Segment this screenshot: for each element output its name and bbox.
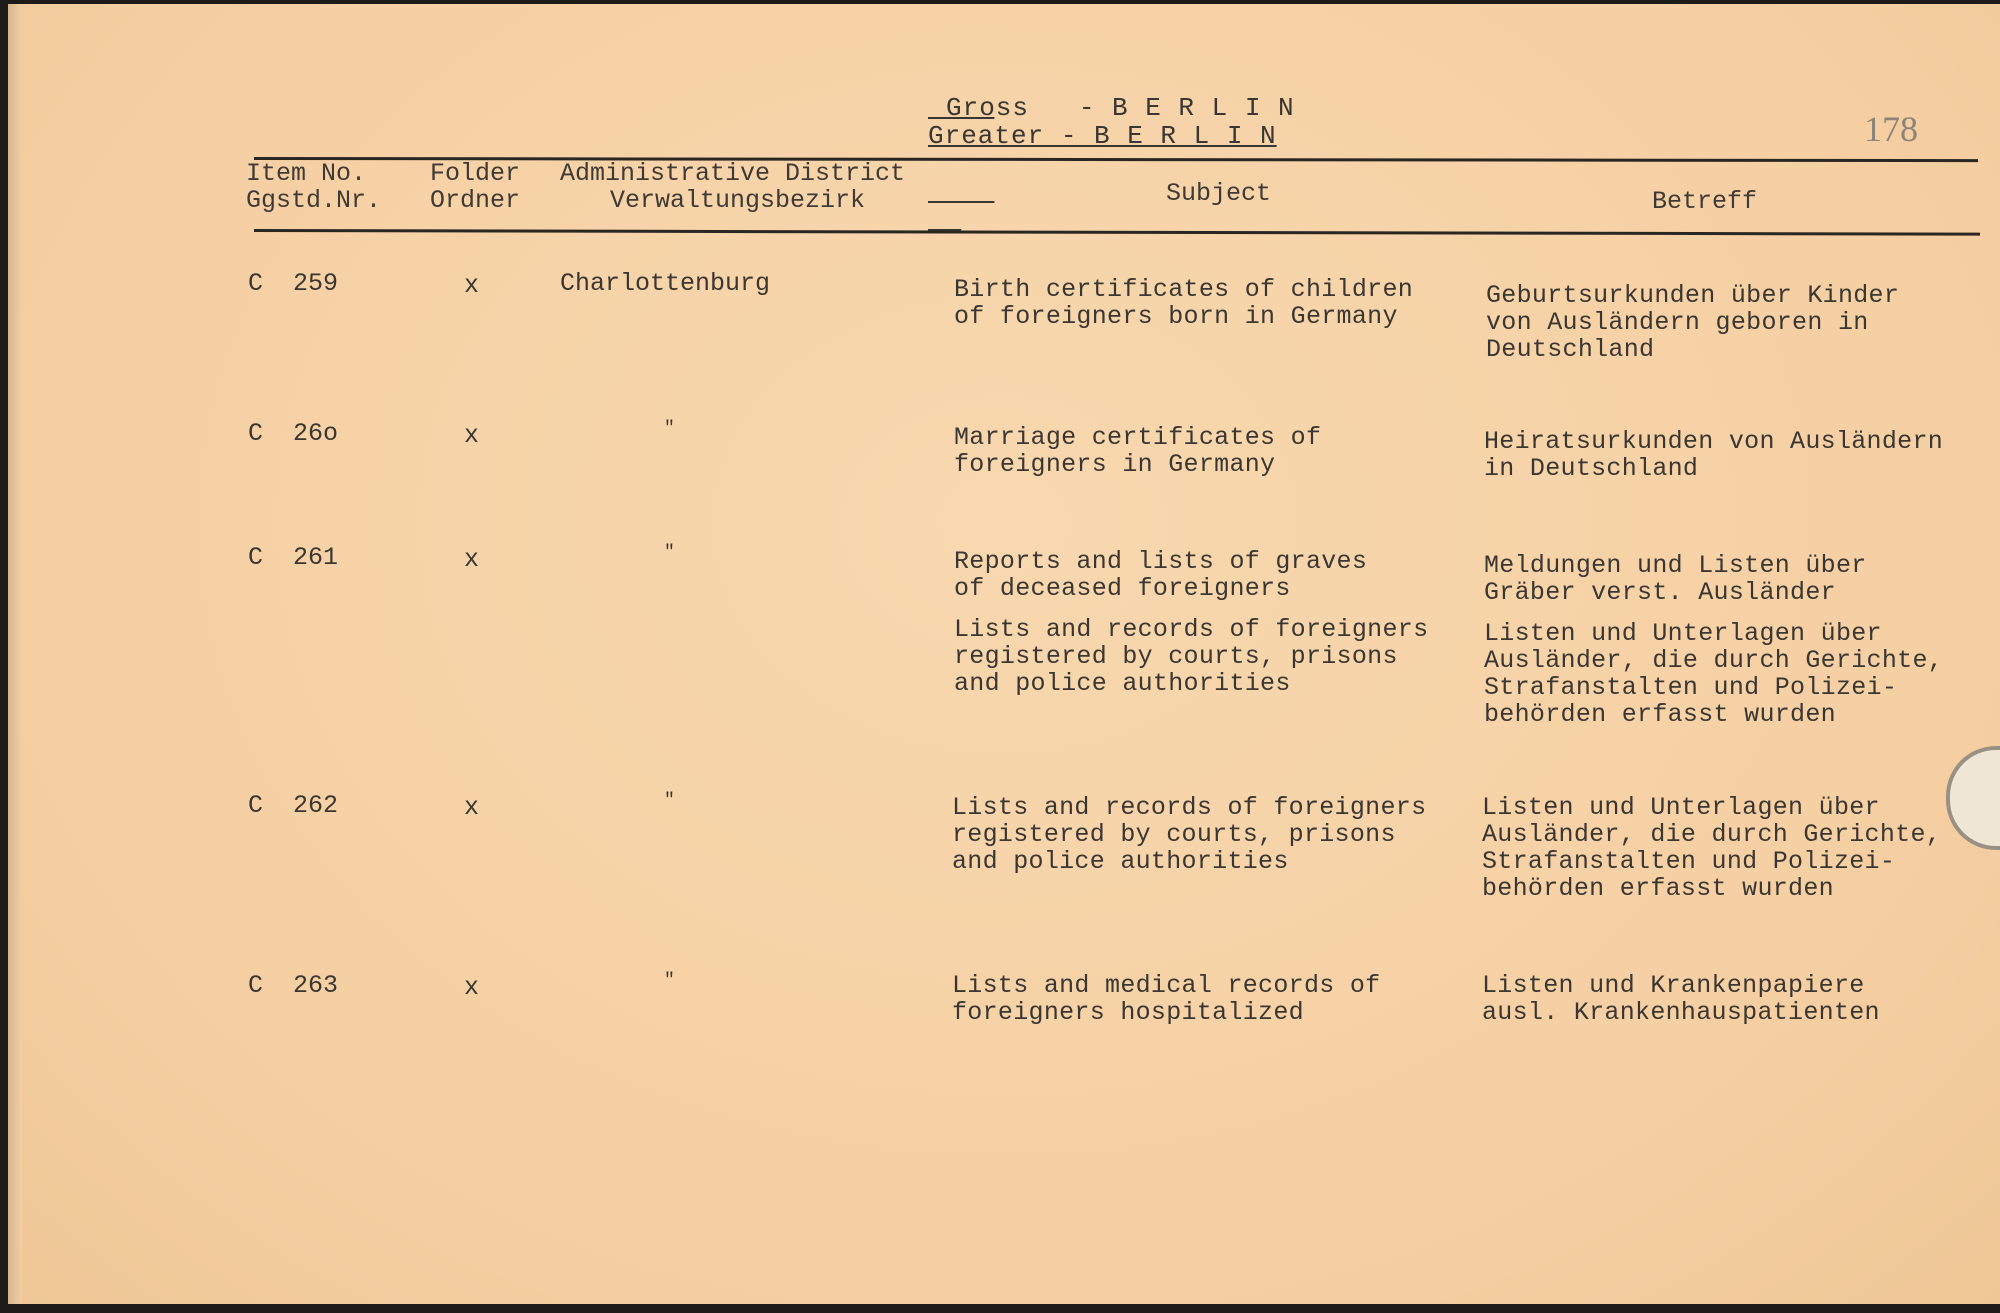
row-district: Charlottenburg	[560, 269, 771, 298]
title-line-english: Greater - B E R L I N	[928, 121, 1277, 151]
header-item-no: Item No. Ggstd.Nr.	[246, 159, 382, 215]
row-folder: x	[464, 793, 480, 822]
row-betreff: Heiratsurkunden von Ausländern in Deutschland	[1484, 427, 1944, 483]
row-betreff: Meldungen und Listen über Gräber verst. Ausländer	[1484, 551, 1867, 607]
row-item-number: C 261	[248, 543, 339, 572]
row-betreff: Listen und Unterlagen über Ausländer, die durch Gerichte, Strafanstalten und Polizei- behörden erfasst wurden	[1482, 793, 1942, 903]
row-district-ditto: "	[664, 791, 675, 811]
document-page	[8, 4, 2000, 1304]
row-item-number: C 26o	[248, 419, 339, 448]
row-district-ditto: "	[664, 971, 675, 991]
binding-edge	[8, 4, 22, 1304]
page-number: 178	[1864, 109, 1918, 149]
row-district-ditto: "	[664, 419, 675, 439]
index-tab-marker	[1946, 746, 2000, 850]
row-subject: Marriage certificates of foreigners in Germany	[954, 423, 1322, 479]
header-subject: Subject	[1166, 179, 1272, 208]
row-folder: x	[464, 421, 480, 450]
page-title	[928, 66, 1295, 234]
row-subject: Lists and records of foreigners registered by courts, prisons and police authorities	[952, 793, 1427, 876]
header-folder: Folder Ordner	[430, 159, 521, 215]
row-subject: Birth certificates of children of foreigners born in Germany	[954, 275, 1414, 331]
row-betreff-secondary: Listen und Unterlagen über Ausländer, die durch Gerichte, Strafanstalten und Polizei- behörden erfasst wurden	[1484, 619, 1944, 729]
row-betreff: Geburtsurkunden über Kinder von Ausländern geboren in Deutschland	[1486, 281, 1900, 364]
header-bottom-rule	[254, 229, 1980, 236]
row-folder: x	[464, 271, 480, 300]
row-subject: Lists and medical records of foreigners hospitalized	[952, 971, 1381, 1027]
header-admin-district: Administrative District Verwaltungsbezirk	[560, 159, 906, 215]
row-folder: x	[464, 973, 480, 1002]
row-item-number: C 263	[248, 971, 339, 1000]
row-item-number: C 259	[248, 269, 339, 298]
title-line-german: Gross - B E R L I N	[946, 93, 1295, 123]
row-district-ditto: "	[664, 543, 675, 563]
row-item-number: C 262	[248, 791, 339, 820]
row-betreff: Listen und Krankenpapiere ausl. Krankenhauspatienten	[1482, 971, 1880, 1027]
header-betreff: Betreff	[1652, 187, 1758, 216]
row-subject: Reports and lists of graves of deceased foreigners	[954, 547, 1368, 603]
row-subject-secondary: Lists and records of foreigners registered by courts, prisons and police authorities	[954, 615, 1429, 698]
row-folder: x	[464, 545, 480, 574]
